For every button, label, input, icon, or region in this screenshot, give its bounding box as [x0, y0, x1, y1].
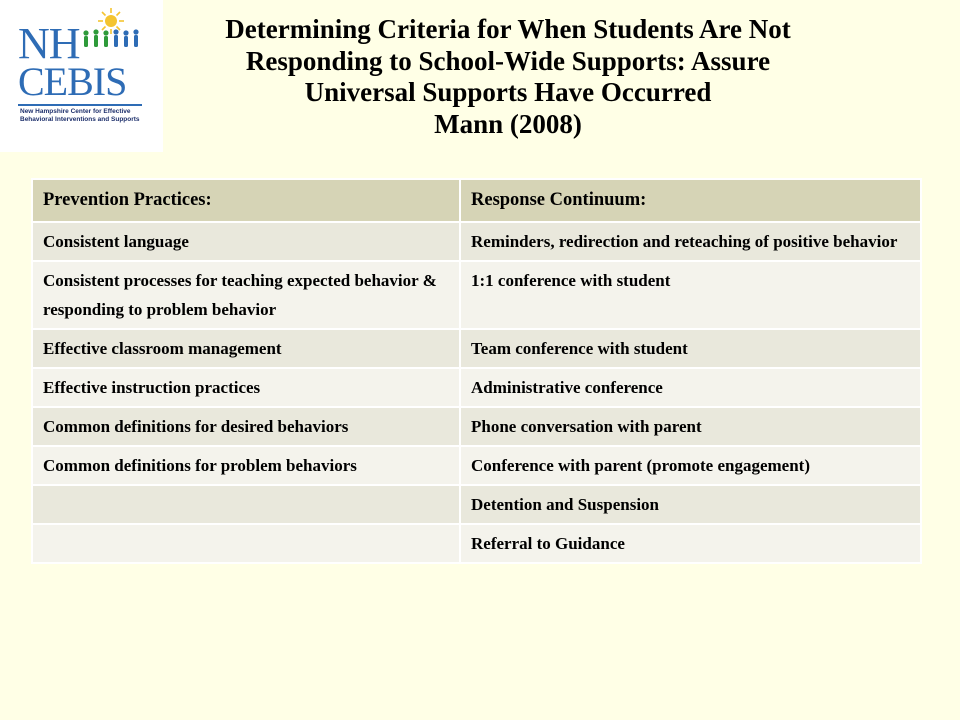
table-row	[32, 368, 921, 407]
table-row	[32, 446, 921, 485]
prevention-cell: Consistent processes for teaching expected behavior & responding to problem behavior	[32, 261, 460, 329]
response-cell: 1:1 conference with student	[460, 261, 921, 329]
nhcebis-logo	[0, 0, 163, 152]
logo-text-cebis: CEBIS	[18, 59, 127, 104]
prevention-cell: Common definitions for desired behaviors	[32, 407, 460, 446]
people-figures-icon	[80, 28, 142, 50]
table-row	[32, 485, 921, 524]
prevention-cell: Effective instruction practices	[32, 368, 460, 407]
logo-text-nh: NH	[18, 19, 80, 68]
response-cell: Administrative conference	[460, 368, 921, 407]
table-row	[32, 524, 921, 563]
prevention-cell: Effective classroom management	[32, 329, 460, 368]
criteria-table	[31, 178, 922, 564]
prevention-cell	[32, 485, 460, 524]
title-line: Mann (2008)	[434, 108, 582, 139]
title-line: Determining Criteria for When Students Are Not	[225, 14, 791, 44]
response-cell: Referral to Guidance	[460, 524, 921, 563]
response-cell: Conference with parent (promote engagement)	[460, 446, 921, 485]
response-cell: Team conference with student	[460, 329, 921, 368]
response-cell: Phone conversation with parent	[460, 407, 921, 446]
title-line: Universal Supports Have Occurred	[304, 77, 712, 107]
response-cell: Detention and Suspension	[460, 485, 921, 524]
header-response-continuum: Response Continuum:	[460, 179, 921, 222]
table-row	[32, 222, 921, 261]
table-row	[32, 261, 921, 329]
table-row	[32, 407, 921, 446]
logo-subtitle: New Hampshire Center for Effective Behavioral Interventions and Supports	[20, 108, 140, 123]
prevention-cell: Common definitions for problem behaviors	[32, 446, 460, 485]
page-title	[172, 14, 844, 140]
header-prevention-practices: Prevention Practices:	[32, 179, 460, 222]
response-cell: Reminders, redirection and reteaching of positive behavior	[460, 222, 921, 261]
table-header-row	[32, 179, 921, 222]
prevention-cell: Consistent language	[32, 222, 460, 261]
prevention-cell	[32, 524, 460, 563]
logo-divider	[18, 104, 142, 106]
title-line: Responding to School-Wide Supports: Assure	[245, 45, 771, 76]
table-row	[32, 329, 921, 368]
